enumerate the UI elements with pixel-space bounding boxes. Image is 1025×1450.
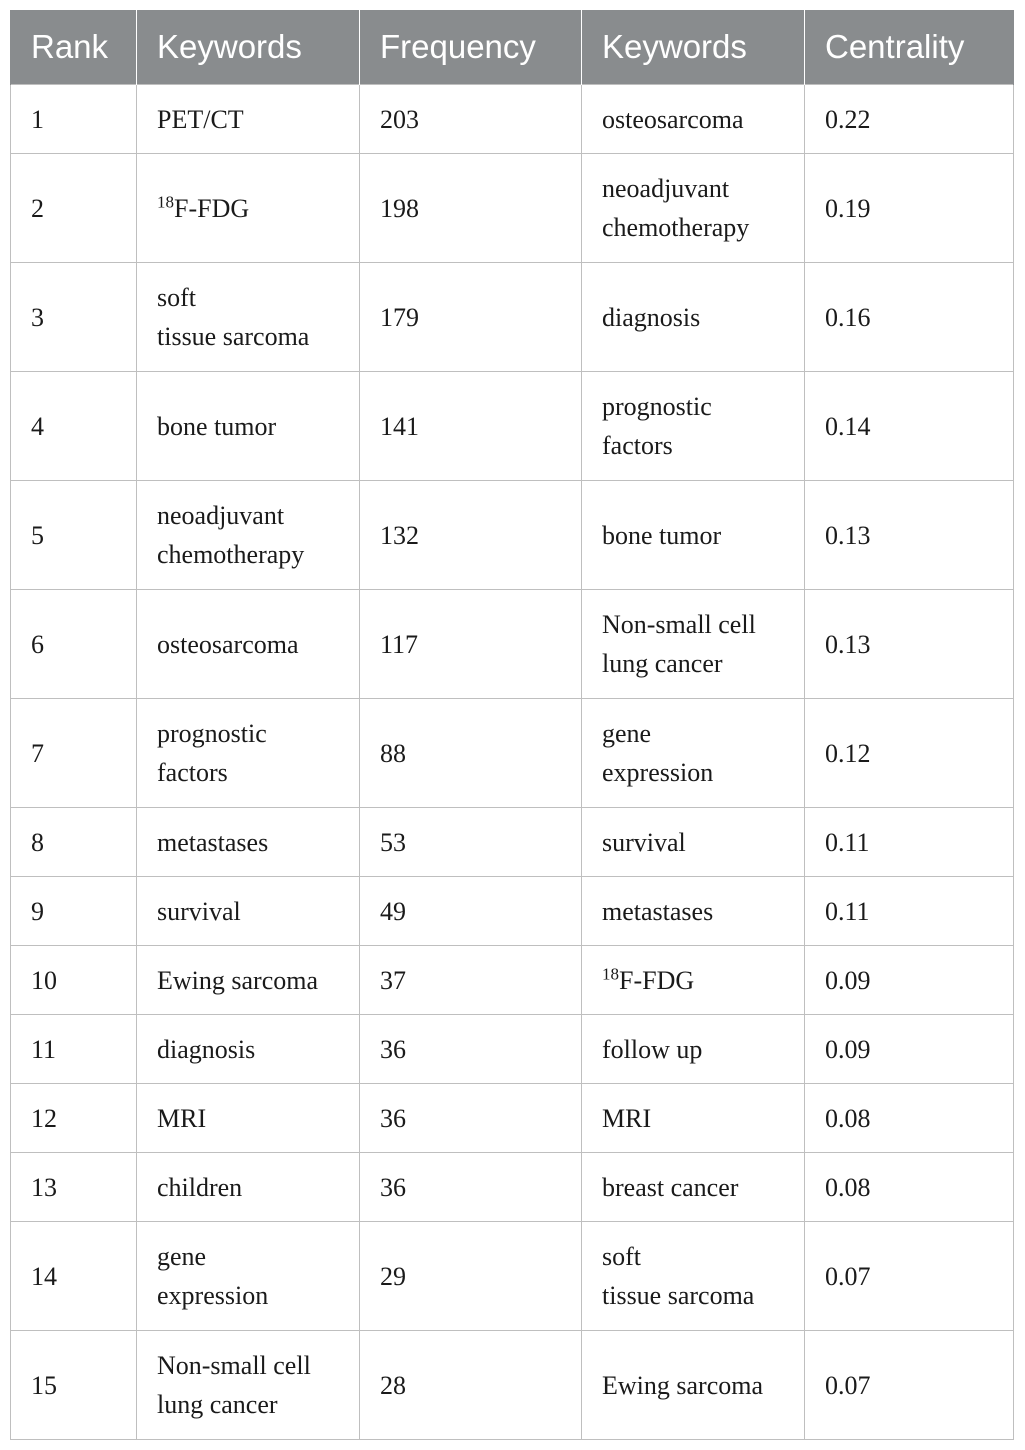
isotope-superscript: 18 <box>602 963 619 983</box>
centrality-cell: 0.13 <box>805 590 1014 699</box>
keyword-line: lung cancer <box>602 649 723 678</box>
table-row <box>11 1153 1014 1222</box>
isotope-superscript: 18 <box>157 191 174 211</box>
keyword-frequency-cell <box>137 372 360 481</box>
keyword-text: metastases <box>157 827 269 857</box>
header-keywords-frequency: Keywords <box>137 10 360 85</box>
keyword-line <box>602 892 800 931</box>
table-header <box>11 10 1014 85</box>
table-row <box>11 946 1014 1015</box>
keyword-line <box>157 1030 355 1069</box>
keyword-line <box>602 605 800 644</box>
keyword-line: tissue sarcoma <box>157 322 310 351</box>
keyword-line <box>157 1346 355 1385</box>
rank-cell: 12 <box>11 1084 137 1153</box>
centrality-cell: 0.11 <box>805 877 1014 946</box>
keyword-line <box>602 823 800 862</box>
keyword-text: diagnosis <box>602 302 701 332</box>
centrality-cell: 0.22 <box>805 85 1014 154</box>
keyword-centrality-cell <box>582 1222 805 1331</box>
rank-cell: 5 <box>11 481 137 590</box>
keyword-text: neoadjuvant <box>157 501 285 530</box>
keyword-line <box>602 169 800 208</box>
keyword-text: osteosarcoma <box>157 629 299 659</box>
keyword-centrality-cell <box>582 481 805 590</box>
frequency-cell: 198 <box>360 154 582 263</box>
keyword-line <box>602 1030 800 1069</box>
table-row <box>11 1084 1014 1153</box>
centrality-cell: 0.13 <box>805 481 1014 590</box>
keyword-centrality-cell <box>582 699 805 808</box>
keyword-frequency-cell <box>137 85 360 154</box>
keyword-frequency-cell <box>137 1015 360 1084</box>
table-row <box>11 1222 1014 1331</box>
keyword-text: diagnosis <box>157 1034 256 1064</box>
table-row <box>11 699 1014 808</box>
keyword-frequency-cell <box>137 263 360 372</box>
centrality-cell: 0.07 <box>805 1331 1014 1440</box>
keyword-text: MRI <box>157 1103 207 1133</box>
keyword-line <box>602 298 800 337</box>
keyword-line <box>602 516 800 555</box>
keyword-line <box>157 189 355 228</box>
centrality-cell: 0.11 <box>805 808 1014 877</box>
rank-cell: 6 <box>11 590 137 699</box>
header-row <box>11 10 1014 85</box>
frequency-cell: 132 <box>360 481 582 590</box>
keyword-line <box>602 100 800 139</box>
rank-cell: 8 <box>11 808 137 877</box>
keyword-text: Ewing sarcoma <box>602 1370 764 1400</box>
rank-cell: 4 <box>11 372 137 481</box>
centrality-cell: 0.14 <box>805 372 1014 481</box>
keyword-centrality-cell <box>582 372 805 481</box>
keyword-ranking-table <box>10 10 1014 1440</box>
keyword-centrality-cell <box>582 263 805 372</box>
table-row <box>11 85 1014 154</box>
table-row <box>11 263 1014 372</box>
centrality-cell: 0.09 <box>805 1015 1014 1084</box>
keyword-line <box>157 625 355 664</box>
keyword-frequency-cell <box>137 1153 360 1222</box>
keyword-line: expression <box>602 758 714 787</box>
table-row <box>11 481 1014 590</box>
keyword-line: factors <box>602 431 673 460</box>
keyword-line <box>157 892 355 931</box>
keyword-frequency-cell <box>137 877 360 946</box>
frequency-cell: 37 <box>360 946 582 1015</box>
keyword-line: lung cancer <box>157 1390 278 1419</box>
keyword-line <box>157 1168 355 1207</box>
keyword-centrality-cell <box>582 808 805 877</box>
keyword-frequency-cell <box>137 699 360 808</box>
keyword-line <box>157 961 355 1000</box>
keyword-text: neoadjuvant <box>602 174 730 203</box>
header-rank: Rank <box>11 10 137 85</box>
keyword-line <box>157 1237 355 1276</box>
centrality-cell: 0.09 <box>805 946 1014 1015</box>
keyword-centrality-cell <box>582 1015 805 1084</box>
keyword-line <box>602 961 800 1000</box>
rank-cell: 14 <box>11 1222 137 1331</box>
centrality-cell: 0.08 <box>805 1153 1014 1222</box>
keyword-text: F-FDG <box>174 193 250 223</box>
keyword-line <box>602 1366 800 1405</box>
keyword-line: factors <box>157 758 228 787</box>
keyword-frequency-cell <box>137 481 360 590</box>
keyword-line <box>157 496 355 535</box>
keyword-text: survival <box>602 827 686 857</box>
header-keywords-centrality: Keywords <box>582 10 805 85</box>
keyword-frequency-cell <box>137 154 360 263</box>
rank-cell: 2 <box>11 154 137 263</box>
keyword-line <box>602 1099 800 1138</box>
keyword-centrality-cell <box>582 1331 805 1440</box>
keyword-centrality-cell <box>582 590 805 699</box>
keyword-centrality-cell <box>582 1153 805 1222</box>
frequency-cell: 203 <box>360 85 582 154</box>
keyword-frequency-cell <box>137 1331 360 1440</box>
rank-cell: 7 <box>11 699 137 808</box>
rank-cell: 11 <box>11 1015 137 1084</box>
header-frequency: Frequency <box>360 10 582 85</box>
frequency-cell: 29 <box>360 1222 582 1331</box>
keyword-text: follow up <box>602 1034 703 1064</box>
table-row <box>11 154 1014 263</box>
keyword-text: children <box>157 1172 243 1202</box>
keyword-line <box>602 1237 800 1276</box>
keyword-text: MRI <box>602 1103 652 1133</box>
keyword-text: PET/CT <box>157 104 244 134</box>
keyword-line: chemotherapy <box>157 540 305 569</box>
rank-cell: 13 <box>11 1153 137 1222</box>
keyword-table-container <box>10 10 1013 1440</box>
keyword-centrality-cell <box>582 85 805 154</box>
keyword-line: chemotherapy <box>602 213 750 242</box>
keyword-frequency-cell <box>137 808 360 877</box>
keyword-line <box>157 714 355 753</box>
keyword-centrality-cell <box>582 877 805 946</box>
keyword-text: Ewing sarcoma <box>157 965 319 995</box>
keyword-line <box>157 1099 355 1138</box>
keyword-text: gene <box>157 1242 207 1271</box>
rank-cell: 3 <box>11 263 137 372</box>
frequency-cell: 36 <box>360 1153 582 1222</box>
frequency-cell: 88 <box>360 699 582 808</box>
keyword-text: breast cancer <box>602 1172 739 1202</box>
frequency-cell: 53 <box>360 808 582 877</box>
keyword-frequency-cell <box>137 590 360 699</box>
keyword-text: osteosarcoma <box>602 104 744 134</box>
keyword-text: soft <box>157 283 196 312</box>
keyword-text: survival <box>157 896 241 926</box>
keyword-line <box>602 1168 800 1207</box>
keyword-text: bone tumor <box>602 520 722 550</box>
keyword-frequency-cell <box>137 1222 360 1331</box>
keyword-text: prognostic <box>157 719 267 748</box>
keyword-centrality-cell <box>582 154 805 263</box>
table-body <box>11 85 1014 1440</box>
keyword-line <box>157 407 355 446</box>
keyword-line: expression <box>157 1281 269 1310</box>
keyword-centrality-cell <box>582 946 805 1015</box>
rank-cell: 15 <box>11 1331 137 1440</box>
frequency-cell: 28 <box>360 1331 582 1440</box>
rank-cell: 1 <box>11 85 137 154</box>
keyword-line: tissue sarcoma <box>602 1281 755 1310</box>
centrality-cell: 0.12 <box>805 699 1014 808</box>
keyword-line <box>157 823 355 862</box>
keyword-text: F-FDG <box>619 965 695 995</box>
keyword-centrality-cell <box>582 1084 805 1153</box>
keyword-frequency-cell <box>137 946 360 1015</box>
frequency-cell: 179 <box>360 263 582 372</box>
keyword-line <box>157 100 355 139</box>
keyword-frequency-cell <box>137 1084 360 1153</box>
keyword-text: metastases <box>602 896 714 926</box>
table-row <box>11 877 1014 946</box>
keyword-text: prognostic <box>602 392 712 421</box>
frequency-cell: 117 <box>360 590 582 699</box>
centrality-cell: 0.19 <box>805 154 1014 263</box>
keyword-line <box>602 387 800 426</box>
keyword-text: Non-small cell <box>602 610 756 639</box>
table-row <box>11 1331 1014 1440</box>
frequency-cell: 36 <box>360 1084 582 1153</box>
frequency-cell: 141 <box>360 372 582 481</box>
keyword-text: Non-small cell <box>157 1351 311 1380</box>
frequency-cell: 36 <box>360 1015 582 1084</box>
keyword-text: gene <box>602 719 652 748</box>
rank-cell: 9 <box>11 877 137 946</box>
table-row <box>11 808 1014 877</box>
keyword-line <box>157 278 355 317</box>
table-row <box>11 1015 1014 1084</box>
centrality-cell: 0.08 <box>805 1084 1014 1153</box>
frequency-cell: 49 <box>360 877 582 946</box>
centrality-cell: 0.07 <box>805 1222 1014 1331</box>
keyword-text: bone tumor <box>157 411 277 441</box>
table-row <box>11 590 1014 699</box>
header-centrality: Centrality <box>805 10 1014 85</box>
centrality-cell: 0.16 <box>805 263 1014 372</box>
keyword-line <box>602 714 800 753</box>
table-row <box>11 372 1014 481</box>
keyword-text: soft <box>602 1242 641 1271</box>
rank-cell: 10 <box>11 946 137 1015</box>
